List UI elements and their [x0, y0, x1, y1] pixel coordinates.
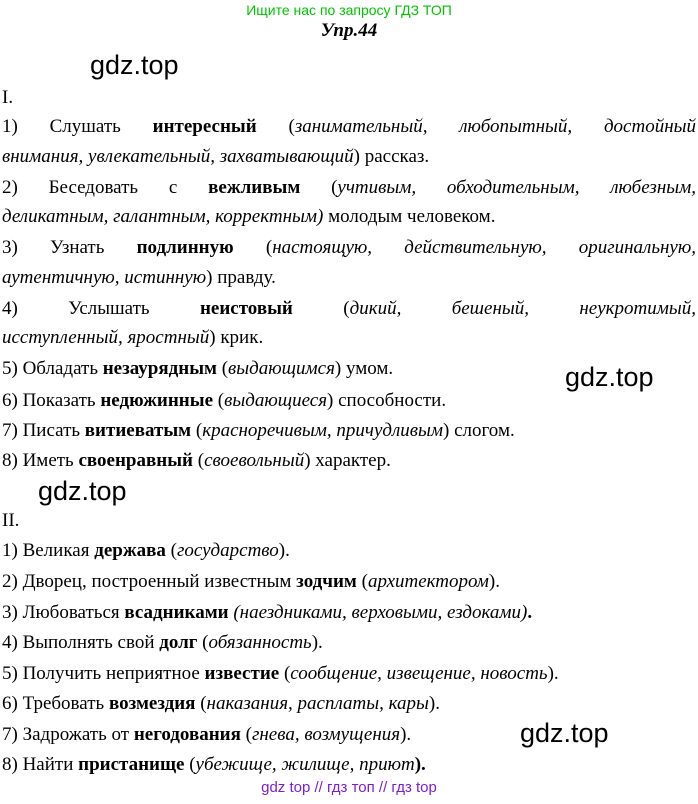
section-heading: II.: [2, 510, 20, 531]
list-item: 7) Задрожать от негодования (гнева, возмущения).: [2, 724, 412, 745]
list-item: 5) Получить неприятное известие (сообщение, извещение, новость).: [2, 663, 559, 684]
list-item: 8) Найти пристанище (убежище, жилище, приют).: [2, 754, 426, 775]
list-item-continuation: внимания, увлекательный, захватывающий) рассказ.: [2, 146, 430, 167]
list-item: 2) Беседовать с вежливым (учтивым, обходительным, любезным,: [2, 177, 696, 198]
watermark: gdz.top: [520, 718, 609, 748]
section-heading: I.: [2, 87, 14, 108]
watermark: gdz.top: [565, 362, 654, 392]
list-item: 1) Слушать интересный (занимательный, любопытный, достойный: [2, 116, 697, 137]
list-item: 6) Показать недюжинные (выдающиеся) способности.: [2, 390, 447, 411]
list-item: 1) Великая держава (государство).: [2, 540, 290, 561]
list-item: 2) Дворец, построенный известным зодчим (архитектором).: [2, 571, 500, 592]
exercise-title: Упр.44: [320, 20, 378, 41]
list-item-continuation: аутентичную, истинную) правду.: [2, 267, 276, 288]
list-item: 4) Выполнять свой долг (обязанность).: [2, 632, 323, 653]
header-link[interactable]: Ищите нас по запросу ГДЗ ТОП: [246, 2, 452, 18]
list-item: 7) Писать витиеватым (красноречивым, причудливым) слогом.: [2, 420, 515, 441]
list-item: 8) Иметь своенравный (своевольный) характер.: [2, 450, 391, 471]
list-item: 3) Узнать подлинную (настоящую, действительную, оригинальную,: [2, 237, 696, 258]
list-item: 3) Любоваться всадниками (наездниками, верховыми, ездоками).: [2, 602, 533, 623]
watermark: gdz.top: [90, 50, 179, 80]
watermark: gdz.top: [38, 476, 127, 506]
list-item-continuation: исступленный, яростный) крик.: [2, 327, 264, 348]
list-item-continuation: деликатным, галантным, корректным) молодым человеком.: [2, 206, 496, 227]
footer-links[interactable]: gdz top // гдз топ // гдз top: [261, 779, 437, 796]
list-item: 5) Обладать незаурядным (выдающимся) умом.: [2, 358, 394, 379]
list-item: 4) Услышать неистовый (дикий, бешеный, неукротимый,: [2, 298, 697, 319]
list-item: 6) Требовать возмездия (наказания, расплаты, кары).: [2, 693, 440, 714]
